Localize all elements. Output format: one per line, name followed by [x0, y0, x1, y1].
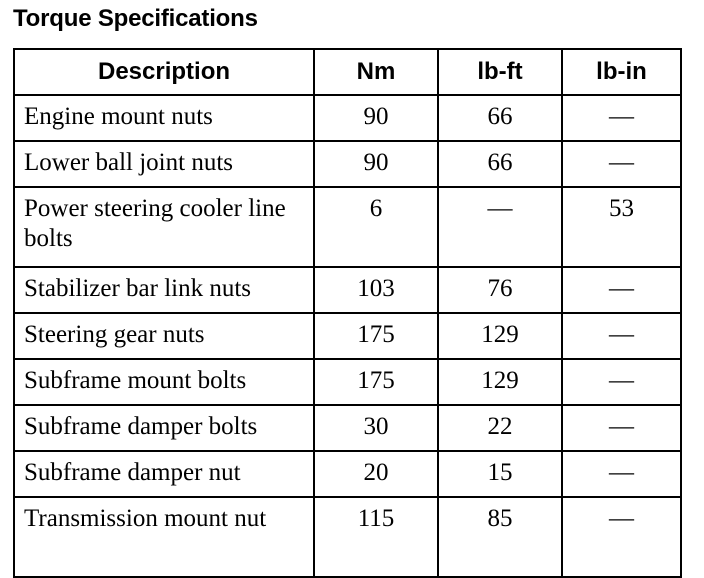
cell-lbft: 76: [438, 267, 562, 313]
table-header-row: [14, 49, 681, 95]
cell-lbft: 129: [438, 359, 562, 405]
table-row: [14, 187, 681, 267]
cell-description: Lower ball joint nuts: [14, 141, 314, 187]
cell-description: Power steering cooler line bolts: [14, 187, 314, 267]
column-header-nm: Nm: [314, 49, 438, 95]
cell-lbft: 15: [438, 451, 562, 497]
column-header-lbin: lb-in: [562, 49, 681, 95]
cell-nm: 90: [314, 95, 438, 141]
table-header: [14, 49, 681, 95]
table-row: [14, 313, 681, 359]
cell-lbin: —: [562, 451, 681, 497]
cell-lbin: —: [562, 141, 681, 187]
cell-description: Transmission mount nut: [14, 497, 314, 577]
cell-description: Engine mount nuts: [14, 95, 314, 141]
cell-lbft: 129: [438, 313, 562, 359]
cell-description: Steering gear nuts: [14, 313, 314, 359]
cell-description: Stabilizer bar link nuts: [14, 267, 314, 313]
cell-lbft: 85: [438, 497, 562, 577]
cell-lbft: 22: [438, 405, 562, 451]
cell-description: Subframe damper bolts: [14, 405, 314, 451]
column-header-lbft: lb-ft: [438, 49, 562, 95]
table-row: [14, 497, 681, 577]
cell-lbft: 66: [438, 141, 562, 187]
table-row: [14, 267, 681, 313]
cell-nm: 175: [314, 313, 438, 359]
cell-nm: 30: [314, 405, 438, 451]
cell-nm: 115: [314, 497, 438, 577]
table-row: [14, 451, 681, 497]
table-body: [14, 95, 681, 577]
cell-nm: 103: [314, 267, 438, 313]
cell-lbin: —: [562, 359, 681, 405]
cell-description: Subframe damper nut: [14, 451, 314, 497]
cell-lbin: —: [562, 497, 681, 577]
cell-description: Subframe mount bolts: [14, 359, 314, 405]
torque-specifications-table: [13, 48, 682, 578]
cell-lbft: —: [438, 187, 562, 267]
column-header-description: Description: [14, 49, 314, 95]
cell-lbft: 66: [438, 95, 562, 141]
cell-lbin: —: [562, 313, 681, 359]
cell-nm: 20: [314, 451, 438, 497]
cell-nm: 175: [314, 359, 438, 405]
cell-lbin: —: [562, 267, 681, 313]
cell-lbin: 53: [562, 187, 681, 267]
cell-nm: 6: [314, 187, 438, 267]
table-row: [14, 405, 681, 451]
cell-lbin: —: [562, 95, 681, 141]
table-row: [14, 141, 681, 187]
cell-lbin: —: [562, 405, 681, 451]
table-row: [14, 95, 681, 141]
cell-nm: 90: [314, 141, 438, 187]
table-row: [14, 359, 681, 405]
page-title: Torque Specifications: [13, 5, 258, 32]
